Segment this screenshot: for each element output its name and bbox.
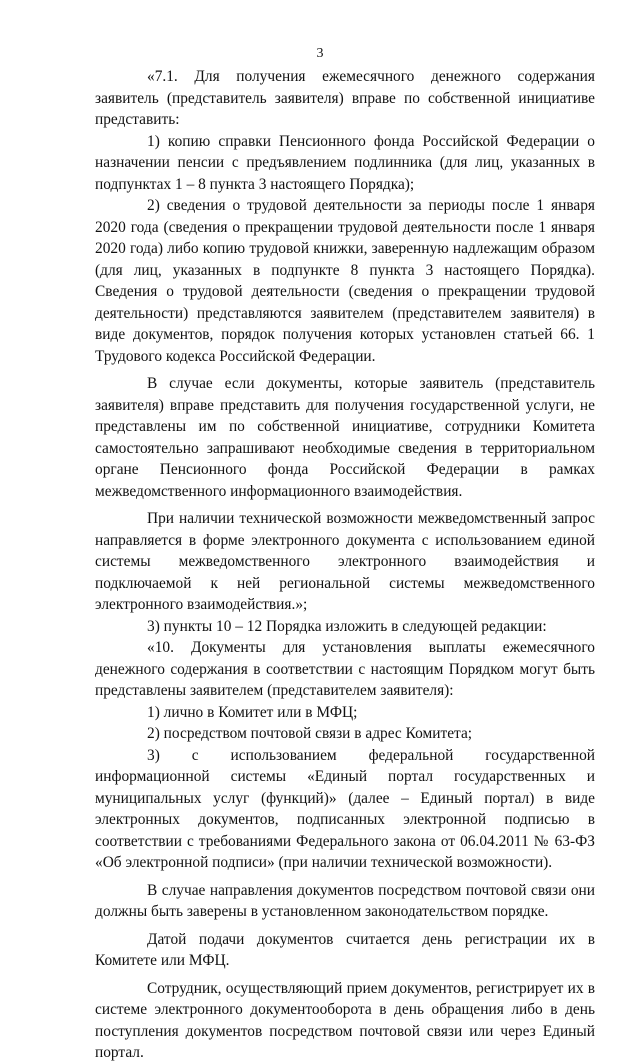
paragraph-10-item-1: 1) лично в Комитет или в МФЦ; [147,703,358,721]
paragraph-postal-certification: В случае направления документов посредством почтовой связи они должны быть заверены в установленном законодательством порядке. [95,881,595,920]
document-body [95,66,595,1064]
page-number: 3 [316,46,324,61]
paragraph-submission-date: Датой подачи документов считается день регистрации их в Комитете или МФЦ. [95,930,595,969]
paragraph-registration: Сотрудник, осуществляющий прием документов, регистрирует их в системе электронного документооборота в день обращения либо в день поступления документов посредством почтовой связи или через Единый портал. [95,979,595,1061]
paragraph-7-1: «7.1. Для получения ежемесячного денежного содержания заявитель (представитель заявителя) вправе по собственной инициативе представить: [95,68,595,128]
paragraph-if-not-provided: В случае если документы, которые заявитель (представитель заявителя) вправе представить для получения государственной услуги, не представлены им по собственной инициативе, сотрудники Комитета самостоятельно запрашивают необходимые сведения в территориальном органе Пенсионного фонда Российской Федерации в рамках межведомственного информационного взаимодействия. [95,375,595,500]
paragraph-10-item-2: 2) посредством почтовой связи в адрес Комитета; [147,725,473,742]
paragraph-technical-possibility: При наличии технической возможности межведомственный запрос направляется в форме электронного документа с использованием единой системы межведомственного электронного взаимодействия и подключаемой к ней региональной системы межведомственного электронного взаимодействия.»; [95,510,595,613]
paragraph-10: «10. Документы для установления выплаты ежемесячного денежного содержания в соответствии с настоящим Порядком могут быть представлены заявителем (представителем заявителя): [95,639,595,699]
paragraph-item-2: 2) сведения о трудовой деятельности за периоды после 1 января 2020 года (сведения о прекращении трудовой деятельности после 1 января 2020 года) либо копию трудовой книжки, заверенную надлежащим образом (для лиц, указанных в подпункте 8 пункта 3 настоящего Порядка). Сведения о трудовой деятельности (сведения о прекращении трудовой деятельности) представляются заявителем (представителем заявителя) в виде документов, порядок получения которых установлен статьей 66. 1 Трудового кодекса Российской Федерации. [95,197,595,365]
paragraph-amendment-3: 3) пункты 10 – 12 Порядка изложить в следующей редакции: [147,617,547,635]
paragraph-10-item-3: 3) с использованием федеральной государственной информационной системы «Единый портал государственных и муниципальных услуг (функций)» (далее – Единый портал) в виде электронных документов, подписанных электронной подписью в соответствии с требованиями Федерального закона от 06.04.2011 № 63-ФЗ «Об электронной подписи» (при наличии технической возможности). [95,746,595,871]
paragraph-item-1: 1) копию справки Пенсионного фонда Российской Федерации о назначении пенсии с предъявлением подлинника (для лиц, указанных в подпунктах 1 – 8 пункта 3 настоящего Порядка); [95,132,595,193]
